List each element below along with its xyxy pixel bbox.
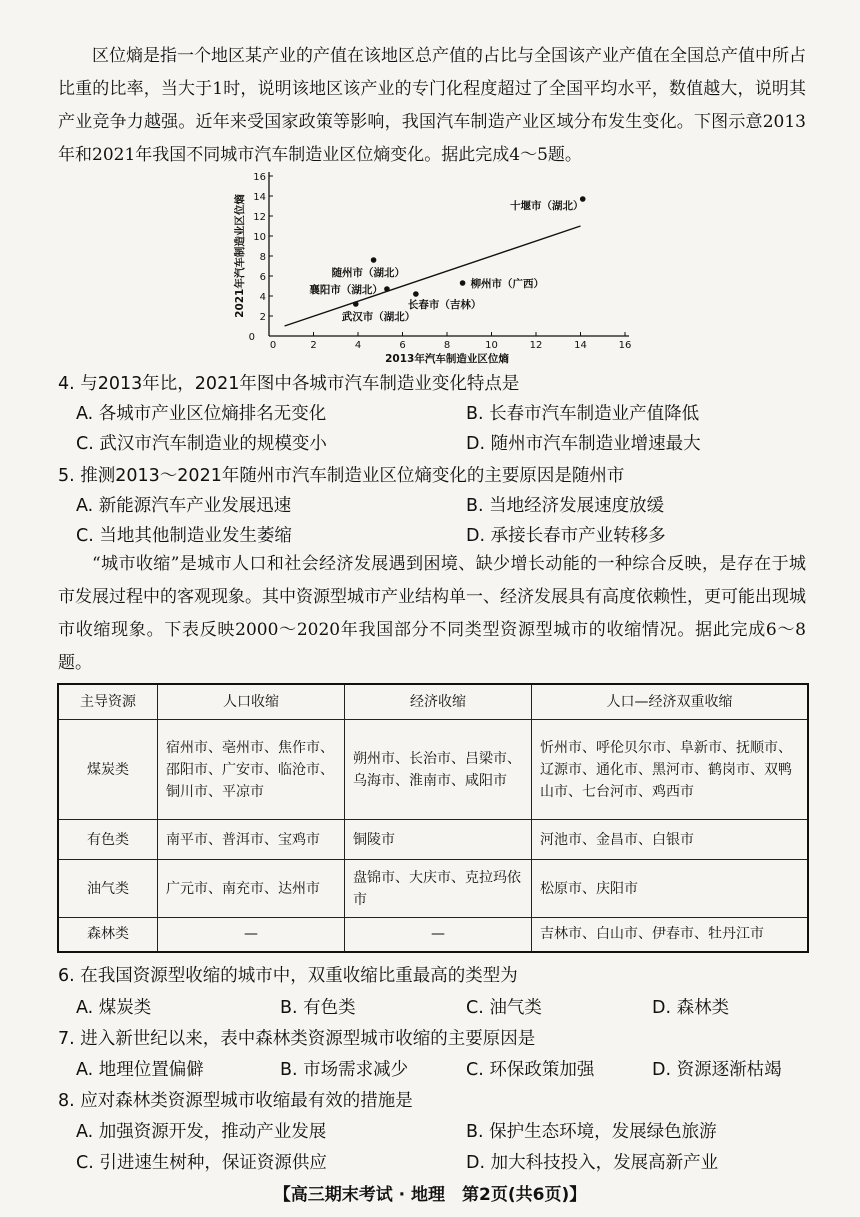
q6-option-a: A. 煤炭类 (76, 998, 152, 1018)
q6-option-b: B. 有色类 (280, 998, 356, 1018)
table-cell: 有色类 (58, 820, 158, 860)
table-row (58, 918, 808, 952)
q7-option-a: A. 地理位置偏僻 (76, 1060, 204, 1080)
q4-option-d: D. 随州市汽车制造业增速最大 (466, 434, 701, 454)
table-row (58, 720, 808, 820)
table-cell: 松原市、庆阳市 (532, 860, 809, 918)
table-cell: 铜陵市 (345, 820, 532, 860)
question-4-stem: 4. 与2013年比，2021年图中各城市汽车制造业变化特点是 (58, 374, 520, 394)
q4-option-c: C. 武汉市汽车制造业的规模变小 (76, 434, 327, 454)
table-cell: 吉林市、白山市、伊春市、牡丹江市 (532, 918, 809, 952)
y-tick-label: 8 (259, 252, 266, 263)
q5-option-d: D. 承接长春市产业转移多 (466, 526, 666, 546)
data-point-label: 武汉市（湖北） (341, 311, 416, 323)
table-cell: 煤炭类 (58, 720, 158, 820)
table-header-cell: 人口—经济双重收缩 (532, 684, 809, 720)
q6-option-d: D. 森林类 (652, 998, 730, 1018)
x-tick-label: 14 (574, 340, 587, 351)
y-tick-label: 14 (253, 192, 266, 203)
table-header-row (58, 684, 808, 720)
y-tick-label: 0 (248, 332, 255, 343)
x-tick-label: 2 (310, 340, 317, 351)
q5-option-a: A. 新能源汽车产业发展迅速 (76, 496, 292, 516)
x-tick-label: 8 (443, 340, 451, 351)
table-row (58, 860, 808, 918)
x-tick-label: 4 (354, 340, 362, 351)
table-header-cell: 主导资源 (58, 684, 158, 720)
table-cell: 南平市、普洱市、宝鸡市 (158, 820, 345, 860)
table-header-cell: 人口收缩 (158, 684, 345, 720)
intro-paragraph-2: “城市收缩”是城市人口和社会经济发展遇到困境、缺少增长动能的一种综合反映，是存在于城市发展过程中的客观现象。其中资源型城市产业结构单一、经济发展具有高度依赖性，更可能出现城市收缩现象。下表反映2000～2020年我国部分不同类型资源型城市的收缩情况。据此完成6～8题。 (58, 554, 806, 673)
x-tick-label: 12 (529, 340, 543, 351)
table-row (58, 820, 808, 860)
x-tick-label: 10 (485, 340, 498, 351)
table-cell: 朔州市、长治市、吕梁市、乌海市、淮南市、咸阳市 (345, 720, 532, 820)
q4-option-a: A. 各城市产业区位熵排名无变化 (76, 404, 327, 424)
intro-paragraph-1: 区位熵是指一个地区某产业的产值在该地区总产值的占比与全国该产业产值在全国总产值中所占比重的比率，当大于1时，说明该地区该产业的专门化程度超过了全国平均水平，数值越大，说明其产业竞争力越强。近年来受国家政策等影响，我国汽车制造产业区域分布发生变化。下图示意2013年和2021年我国不同城市汽车制造业区位熵变化。据此完成4～5题。 (58, 46, 806, 165)
table-cell: 森林类 (58, 918, 158, 952)
trend-line (285, 226, 581, 326)
table-cell: 油气类 (58, 860, 158, 918)
data-point (384, 286, 390, 292)
table-cell: 宿州市、亳州市、焦作市、邵阳市、广安市、临沧市、铜川市、平凉市 (158, 720, 345, 820)
data-point (371, 257, 377, 263)
table-cell: 盘锦市、大庆市、克拉玛依市 (345, 860, 532, 918)
data-point-label: 长春市（吉林） (407, 299, 482, 311)
q6-option-c: C. 油气类 (466, 998, 542, 1018)
q7-option-b: B. 市场需求减少 (280, 1060, 409, 1080)
x-tick-label: 6 (399, 340, 406, 351)
data-point-label: 柳州市（广西） (470, 278, 545, 290)
y-tick-label: 2 (259, 312, 266, 323)
resource-city-shrinkage-table (57, 683, 809, 953)
data-point (353, 301, 359, 307)
x-axis-label: 2013年汽车制造业区位熵 (385, 353, 509, 365)
x-tick-label: 16 (618, 340, 632, 351)
table-header-cell: 经济收缩 (345, 684, 532, 720)
q7-option-c: C. 环保政策加强 (466, 1060, 595, 1080)
table-cell: — (345, 918, 532, 952)
question-5-stem: 5. 推测2013～2021年随州市汽车制造业区位熵变化的主要原因是随州市 (58, 466, 625, 486)
table-cell: 忻州市、呼伦贝尔市、阜新市、抚顺市、辽源市、通化市、黑河市、鹤岗市、双鸭山市、七台河市、鸡西市 (532, 720, 809, 820)
q8-option-d: D. 加大科技投入，发展高新产业 (466, 1153, 719, 1173)
y-tick-label: 10 (253, 232, 266, 243)
q8-option-c: C. 引进速生树种，保证资源供应 (76, 1153, 327, 1173)
data-point (413, 291, 419, 297)
question-8-stem: 8. 应对森林类资源型城市收缩最有效的措施是 (58, 1091, 413, 1111)
q8-option-b: B. 保护生态环境，发展绿色旅游 (466, 1122, 717, 1142)
table-cell: 河池市、金昌市、白银市 (532, 820, 809, 860)
y-tick-label: 12 (253, 212, 266, 223)
page-footer: 【高三期末考试 · 地理 第2页(共6页)】 (273, 1185, 587, 1205)
data-point-label: 襄阳市（湖北） (309, 284, 383, 296)
table-cell: 广元市、南充市、达州市 (158, 860, 345, 918)
table-cell: — (158, 918, 345, 952)
q7-option-d: D. 资源逐渐枯竭 (652, 1060, 782, 1080)
q5-option-b: B. 当地经济发展速度放缓 (466, 496, 665, 516)
data-point-label: 随州市（湖北） (331, 267, 406, 279)
y-axis-label: 2021年汽车制造业区位熵 (234, 194, 246, 318)
q4-option-b: B. 长春市汽车制造业产值降低 (466, 404, 700, 424)
question-7-stem: 7. 进入新世纪以来，表中森林类资源型城市收缩的主要原因是 (58, 1029, 536, 1049)
y-tick-label: 4 (259, 292, 266, 303)
x-tick-label: 0 (269, 340, 277, 351)
y-tick-label: 16 (253, 172, 266, 183)
data-point (460, 280, 466, 286)
location-quotient-scatter-chart (225, 168, 645, 368)
y-tick-label: 6 (259, 272, 266, 283)
data-point-label: 十堰市（湖北） (509, 200, 584, 212)
question-6-stem: 6. 在我国资源型收缩的城市中，双重收缩比重最高的类型为 (58, 966, 518, 986)
q5-option-c: C. 当地其他制造业发生萎缩 (76, 526, 292, 546)
q8-option-a: A. 加强资源开发，推动产业发展 (76, 1122, 327, 1142)
